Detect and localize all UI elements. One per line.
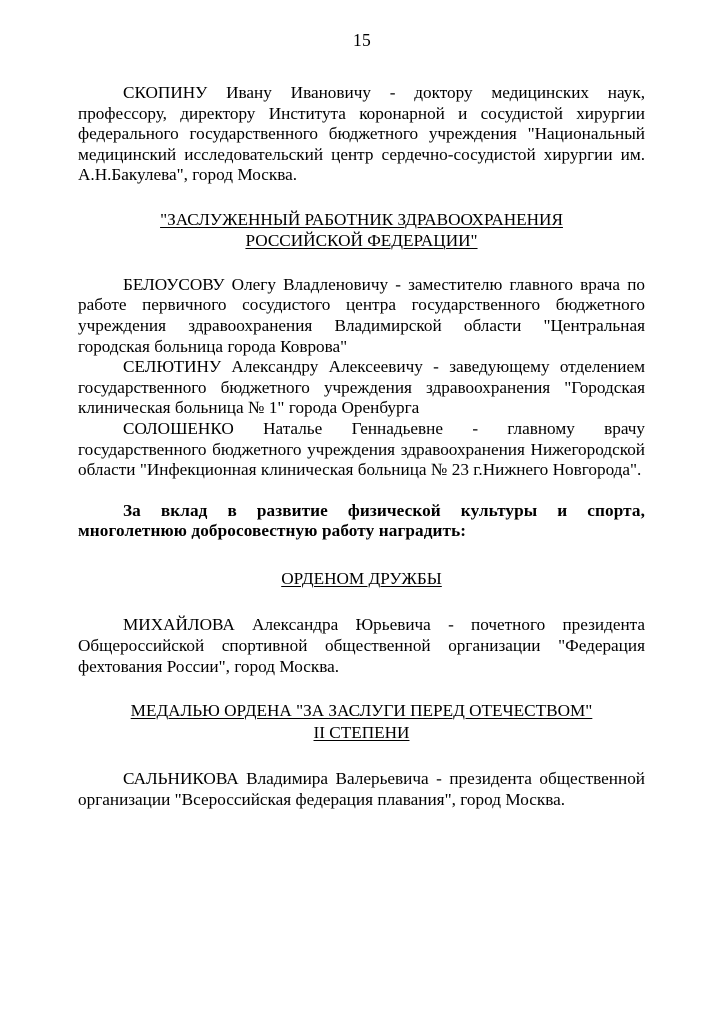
spacer xyxy=(78,589,645,615)
heading-medal-of-order xyxy=(78,700,645,743)
spacer xyxy=(78,743,645,769)
paragraph-belousov: БЕЛОУСОВУ Олегу Владленовичу - заместителю главного врача по работе первичного сосудистого центра государственного бюджетного учреждения здравоохранения Владимирской области "Центральная городская больница города Коврова" xyxy=(78,274,645,356)
paragraph-salnikov: САЛЬНИКОВА Владимира Валерьевича - президента общественной организации "Всероссийская федерация плавания", город Москва. xyxy=(78,768,645,809)
spacer xyxy=(78,677,645,700)
spacer xyxy=(78,186,645,209)
heading-line: "ЗАСЛУЖЕННЫЙ РАБОТНИК ЗДРАВООХРАНЕНИЯ xyxy=(160,209,563,229)
spacer xyxy=(78,542,645,568)
heading-line: РОССИЙСКОЙ ФЕДЕРАЦИИ" xyxy=(245,231,478,251)
heading-honored-worker xyxy=(78,209,645,252)
heading-line: МЕДАЛЬЮ ОРДЕНА "ЗА ЗАСЛУГИ ПЕРЕД ОТЕЧЕСТВОМ" xyxy=(130,701,593,721)
document-body xyxy=(78,83,645,810)
paragraph-soloshenko: СОЛОШЕНКО Наталье Геннадьевне - главному врачу государственного бюджетного учреждения здравоохранения Нижегородской области "Инфекционная клиническая больница № 23 г.Нижнего Новгорода". xyxy=(78,418,645,480)
paragraph-selyutin: СЕЛЮТИНУ Александру Алексеевичу - заведующему отделением государственного бюджетного учреждения здравоохранения "Городская клиническая больница № 1" города Оренбурга xyxy=(78,357,645,418)
spacer xyxy=(78,481,645,501)
page-number: 15 xyxy=(353,30,371,50)
heading-line: ОРДЕНОМ ДРУЖБЫ xyxy=(281,568,442,588)
spacer xyxy=(78,252,645,275)
paragraph-skopin: СКОПИНУ Ивану Ивановичу - доктору медицинских наук, профессору, директору Института коронарной и сосудистой хирургии федерального государственного бюджетного учреждения "Национальный медицинский исследовательский центр сердечно-сосудистой хирургии им. А.Н.Бакулева", город Москва. xyxy=(78,83,645,185)
paragraph-mikhailov: МИХАЙЛОВА Александра Юрьевича - почетного президента Общероссийской спортивной общественной организации "Федерация фехтования России", город Москва. xyxy=(78,615,645,676)
heading-order-of-friendship xyxy=(78,568,645,589)
paragraph-sport-contribution: За вклад в развитие физической культуры и спорта, многолетнюю добросовестную работу наградить: xyxy=(78,500,645,541)
heading-line: II СТЕПЕНИ xyxy=(313,722,410,742)
